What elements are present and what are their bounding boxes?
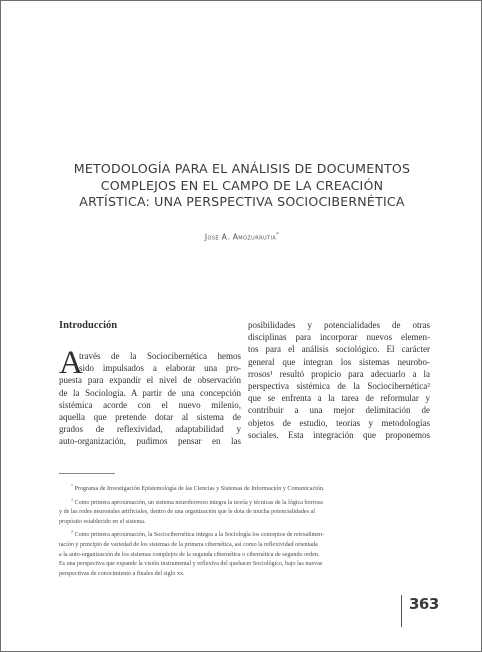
text-line: posibilidades y potencialidades de otras [248,320,430,330]
title-line: METODOLOGÍA PARA EL ANÁLISIS DE DOCUMENTOS [73,161,411,176]
text-line: sido impulsados a elaborar una pro- [79,363,241,374]
footnote-text: Es una perspectiva que expande la visión instrumental y reflexiva del quehacer Sociológico, bajo las nuevas [59,561,323,568]
text-line: grados de reflexividad, adaptabilidad y [59,424,241,435]
section-heading: Introducción [59,320,118,331]
footnote-text: y de las redes neuronales artificiales, dentro de una organización que le dota de mucha potencialidades al [59,509,315,516]
text-line: que se enfrenta a la tarea de reformular y [248,393,430,404]
footnote-text: Como primera aproximación, un sistema neuroborroso integra la teoría y técnicas de la lógica borrosa [74,499,323,506]
footnote-text: Como primera aproximación, la Sociocibernética integra a la Sociología los conceptos de retroalimen- [74,532,325,539]
footnote-text: propósito establecido en el sistema. [59,518,146,525]
footnote [59,527,431,541]
text-line: auto-organización, pudimos pensar en las [59,436,241,447]
author-line [41,232,443,242]
drop-cap: A [59,345,83,381]
text-line: sociales. Esta integración que proponemos [248,429,430,440]
text-line: disciplinas para incorporar nuevos elemen- [248,332,430,343]
right-column [248,319,430,441]
footnote-text: Programa de Investigación Epistemología de las Ciencias y Sistemas de Información y Comunicación. [74,486,325,493]
text-line: general que integran los sistemas neurobo- [248,356,430,367]
text-line: perspectiva sistémica de la Sociocibernética² [248,380,430,391]
author-name: José A. Amozurrutia [204,232,277,242]
footnote [59,495,431,509]
text-line: aquella que pretende dotar al sistema de [59,411,241,422]
title-line: ARTÍSTICA: UNA PERSPECTIVA SOCIOCIBERNÉTICA [79,194,405,209]
footnote-text: tación y principio de variedad de los sistemas de la primera cibernética, así como la reflexividad orientada [59,542,318,549]
footnote-text: perspectivas de conocimiento a finales del siglo xx. [59,570,185,577]
left-column [59,345,241,448]
article-title [41,161,443,211]
text-line: contribuir a una mejor delimitación de [248,405,430,416]
text-line: objetos de estudio, teorías y metodologías [248,417,430,428]
text-line: tos para el análisis sociológico. El carácter [248,344,430,355]
text-line: puesta para expandir el nivel de observación [59,375,241,386]
footnote-mark: 1 [71,496,73,502]
page-number-rule [401,595,402,627]
footnote [59,481,431,495]
footnote-text: a la auto-organización de los sistemas complejos de la segunda cibernética o cibernética de segundo orden. [59,551,320,558]
title-line: COMPLEJOS EN EL CAMPO DE LA CREACIÓN [100,177,384,193]
text-line: de la Sociología. A partir de una concepción [59,387,241,398]
footnote-mark: 2 [71,529,73,535]
text-line: rrosos¹ resultó propicio para adecuarlo a la [248,368,430,379]
footnotes [59,481,431,579]
text-line: través de la Sociocibernética hemos [79,351,241,361]
page-number: 363 [409,595,439,613]
footnote-mark: * [71,483,73,488]
footnote-separator [59,473,115,474]
author-footnote-mark: * [276,232,280,238]
text-line: sistémica acorde con el nuevo milenio, [59,399,241,410]
